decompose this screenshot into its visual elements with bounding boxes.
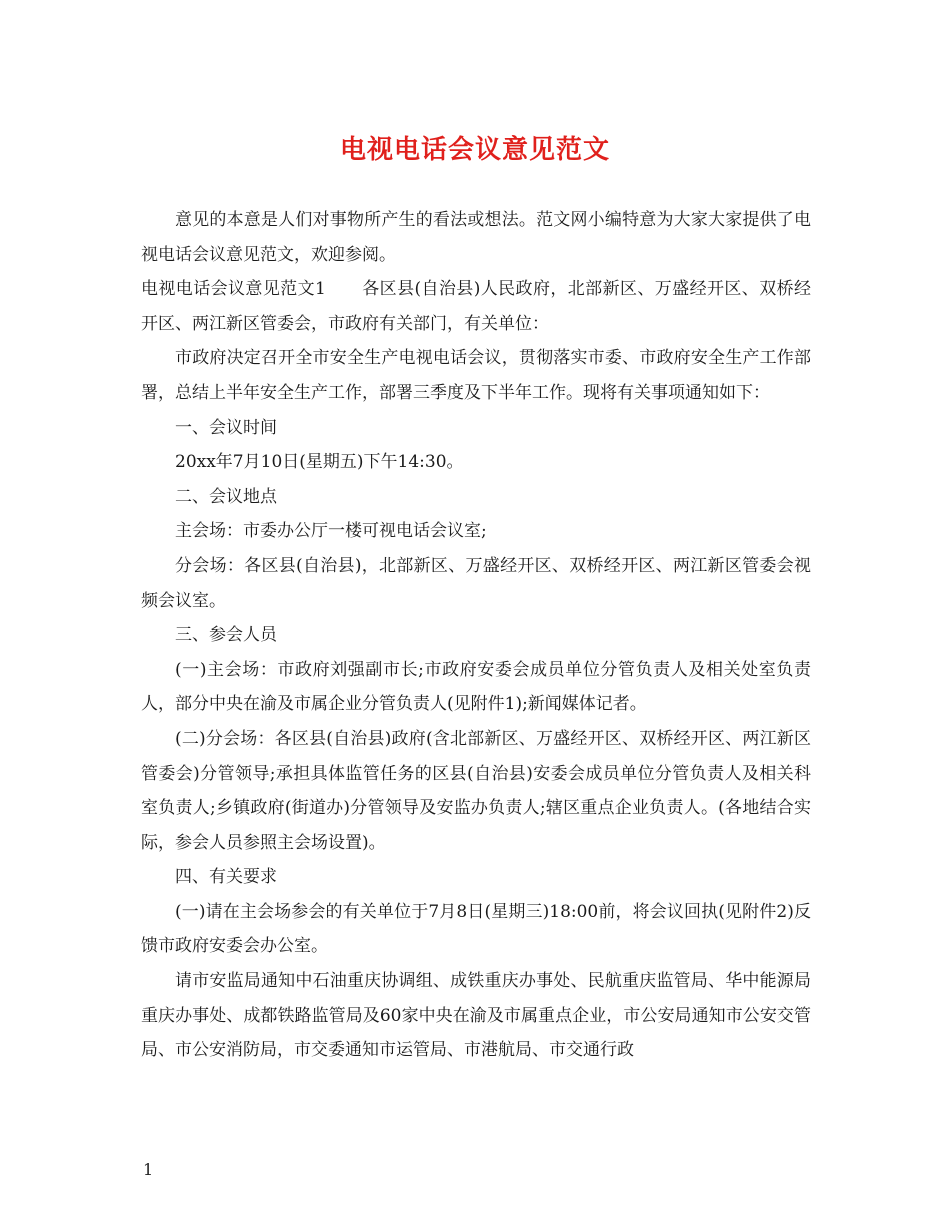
- paragraph-time: 20xx年7月10日(星期五)下午14:30。: [175, 452, 464, 473]
- paragraph-notice: 市政府决定召开全市安全生产电视电话会议，贯彻落实市委、市政府安全生产工作部署，总结上半年安全生产工作，部署三季度及下半年工作。现将有关事项通知如下：: [141, 348, 811, 403]
- section-heading-place: 二、会议地点: [175, 486, 277, 507]
- paragraph-main-venue: 主会场：市委办公厅一楼可视电话会议室;: [175, 521, 487, 542]
- page-number: 1: [143, 1160, 154, 1179]
- paragraph-requirement-1: (一)请在主会场参会的有关单位于7月8日(星期三)18:00前，将会议回执(见附件2)反馈市政府安委会办公室。: [141, 901, 811, 957]
- paragraph-attendees-main: (一)主会场：市政府刘强副市长;市政府安委会成员单位分管负责人及相关处室负责人，部分中央在渝及市属企业分管负责人(见附件1);新闻媒体记者。: [141, 659, 811, 715]
- paragraph-attendees-branch: (二)分会场：各区县(自治县)政府(含北部新区、万盛经开区、双桥经开区、两江新区管委会)分管领导;承担具体监管任务的区县(自治县)安委会成员单位分管负责人及相关科室负责人;乡镇政府(街道办)分管领导及安监办负责人;辖区重点企业负责人。(各地结合实际，参会人员参照主会场设置)。: [141, 728, 811, 853]
- section-heading-time: 一、会议时间: [175, 417, 277, 438]
- paragraph-branch-venue: 分会场：各区县(自治县)，北部新区、万盛经开区、双桥经开区、两江新区管委会视频会议室。: [141, 555, 811, 611]
- paragraph-intro: 意见的本意是人们对事物所产生的看法或想法。范文网小编特意为大家大家提供了电视电话会议意见范文，欢迎参阅。: [141, 210, 811, 265]
- document-title: 电视电话会议意见范文: [339, 135, 610, 165]
- sample-heading: 电视电话会议意见范文1: [141, 279, 326, 300]
- section-heading-requirements: 四、有关要求: [175, 867, 277, 888]
- paragraph-requirement-2: 请市安监局通知中石油重庆协调组、成铁重庆办事处、民航重庆监管局、华中能源局重庆办事处、成都铁路监管局及60家中央在渝及市属重点企业，市公安局通知市公安交管局、市公安消防局，市交委通知市运管局、市港航局、市交通行政: [141, 971, 811, 1061]
- paragraph-sample-line: [141, 272, 811, 341]
- addressees: 各区县(自治县)人民政府，北部新区、万盛经开区、双桥经开区、两江新区管委会，市政府有关部门，有关单位：: [141, 279, 812, 334]
- section-heading-attendees: 三、参会人员: [175, 625, 277, 646]
- document-body: [141, 203, 811, 1068]
